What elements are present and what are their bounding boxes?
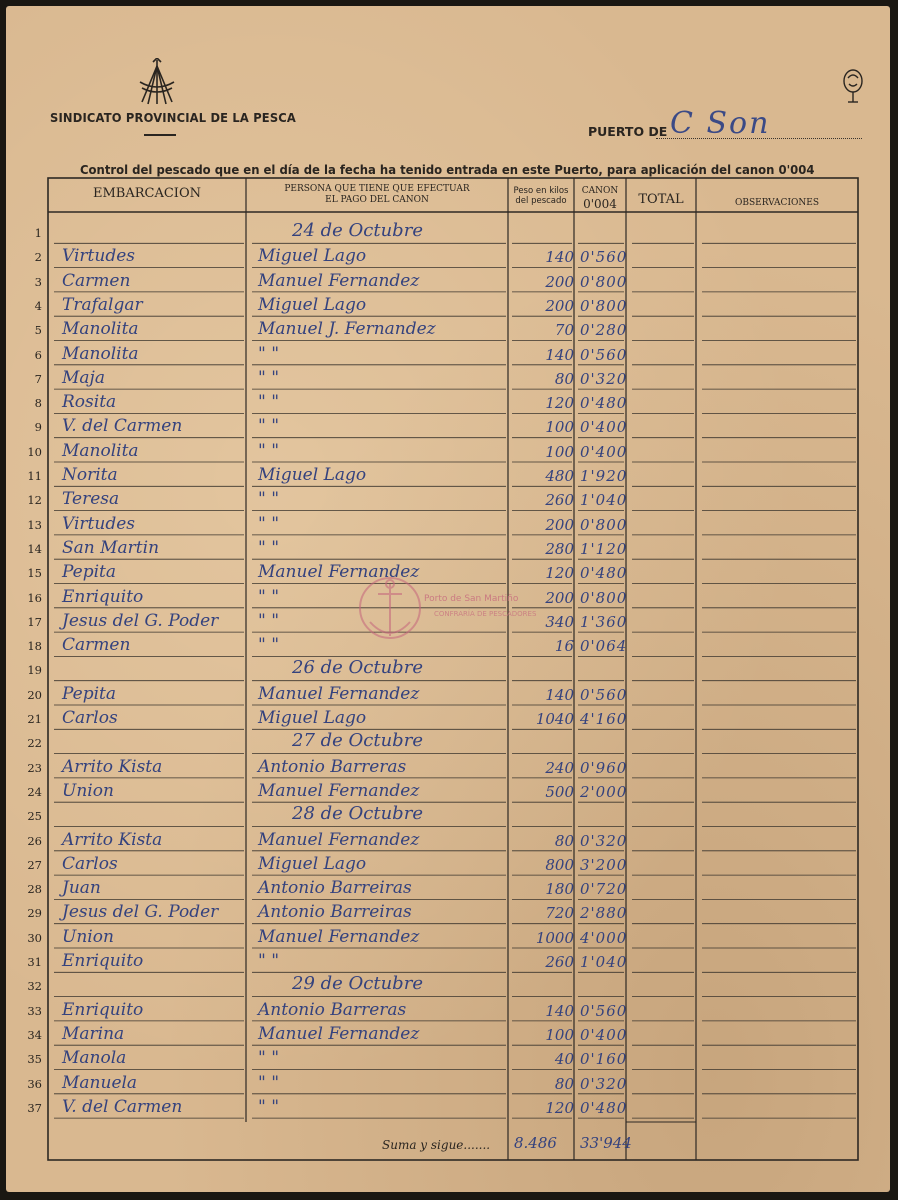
ledger-sheet (6, 6, 890, 1192)
payer-name: " " (258, 367, 280, 388)
boat-name: Norita (62, 465, 118, 485)
peso-kilos: 80 (554, 369, 574, 388)
boat-name: Pepita (62, 562, 117, 583)
canon-amount: 0'480 (580, 564, 628, 583)
row-number: 7 (34, 371, 42, 386)
peso-kilos: 480 (545, 467, 574, 485)
peso-kilos: 200 (545, 588, 574, 607)
boat-name: Carlos (62, 708, 118, 728)
payer-name: " " (258, 392, 280, 413)
payer-name: Miguel Lago (258, 853, 367, 874)
stamp-text-line2: CONFRARÍA DE PESCADORES (434, 610, 537, 618)
column-header-canon-line1: CANON (581, 186, 619, 196)
canon-amount: 0'720 (580, 880, 628, 899)
row-number: 21 (27, 712, 42, 726)
row-number: 3 (34, 274, 42, 289)
peso-kilos: 140 (545, 345, 574, 364)
row-number: 25 (27, 809, 42, 824)
boat-name: Manuela (62, 1072, 138, 1093)
canon-amount: 0'400 (580, 442, 628, 461)
row-number: 10 (27, 444, 42, 459)
row-number: 2 (34, 250, 42, 265)
row-number: 20 (27, 687, 42, 702)
boat-name: Union (62, 926, 114, 947)
peso-kilos: 340 (545, 612, 574, 631)
row-number: 24 (27, 784, 42, 799)
row-number: 37 (27, 1100, 42, 1115)
peso-kilos: 200 (545, 272, 574, 291)
peso-kilos: 80 (554, 1074, 574, 1093)
row-number: 14 (27, 541, 42, 556)
row-number: 6 (34, 347, 42, 362)
row-number: 23 (27, 760, 42, 775)
canon-amount: 0'960 (580, 758, 628, 777)
canon-amount: 0'800 (580, 272, 628, 291)
row-number: 26 (27, 833, 42, 848)
peso-kilos: 180 (545, 880, 574, 899)
peso-kilos: 70 (554, 321, 574, 340)
payer-name: Manuel Fernandez (258, 270, 420, 291)
payer-name: " " (258, 1072, 280, 1093)
payer-name: Manuel Fernandez (258, 562, 420, 583)
row-number: 32 (27, 979, 42, 994)
canon-amount: 0'480 (580, 1098, 628, 1117)
canon-amount: 0'480 (580, 394, 628, 413)
payer-name: Miguel Lago (258, 465, 367, 485)
peso-kilos: 120 (545, 1098, 574, 1117)
boat-name: Virtudes (62, 513, 135, 534)
canon-amount: 0'160 (580, 1050, 628, 1069)
row-number: 16 (27, 590, 42, 605)
canon-amount: 4'000 (580, 928, 628, 947)
peso-kilos: 200 (545, 296, 574, 315)
payer-name: " " (258, 416, 280, 437)
row-number: 27 (27, 857, 42, 872)
payer-name: " " (258, 1096, 280, 1117)
boat-name: V. del Carmen (62, 416, 183, 437)
row-number: 22 (27, 736, 42, 751)
puerto-label: PUERTO DE (588, 124, 668, 139)
peso-kilos: 280 (545, 539, 574, 558)
boat-name: Enriquito (62, 586, 144, 607)
payer-name: " " (258, 440, 280, 461)
payer-name: Antonio Barreras (258, 756, 407, 777)
control-heading: Control del pescado que en el día de la fecha ha tenido entrada en este Puerto, para aplicación del canon 0'004 (80, 163, 815, 177)
payer-name: Antonio Barreiras (258, 902, 412, 923)
payer-name: " " (258, 513, 280, 534)
boat-name: Juan (62, 878, 101, 899)
row-number: 1 (34, 226, 42, 240)
payer-name: Manuel Fernandez (258, 683, 420, 704)
peso-kilos: 1040 (535, 710, 574, 728)
canon-amount: 1'920 (580, 467, 628, 485)
column-header-observaciones: OBSERVACIONES (734, 198, 819, 208)
canon-total: 33'944 (580, 1134, 632, 1152)
payer-name: " " (258, 489, 280, 510)
peso-kilos: 100 (545, 1025, 574, 1044)
peso-kilos: 500 (545, 782, 574, 801)
peso-kilos: 800 (545, 855, 574, 874)
canon-amount: 0'560 (580, 685, 628, 704)
payer-name: Miguel Lago (258, 294, 367, 315)
peso-kilos: 100 (545, 418, 574, 437)
row-number: 5 (34, 323, 42, 338)
date-heading: 28 de Octubre (292, 803, 423, 825)
canon-amount: 1'040 (580, 491, 628, 510)
row-number: 17 (27, 614, 42, 629)
canon-amount: 1'360 (580, 612, 628, 631)
boat-name: Teresa (62, 489, 120, 510)
column-header-peso-line2: del pescado (515, 196, 567, 207)
payer-name: Manuel Fernandez (258, 1023, 420, 1044)
payer-name: Antonio Barreras (258, 999, 407, 1020)
boat-name: Manola (62, 1048, 127, 1069)
column-header-total: TOTAL (638, 192, 684, 207)
boat-name: Manolita (62, 343, 139, 364)
peso-kilos: 200 (545, 515, 574, 534)
payer-name: Miguel Lago (258, 246, 367, 267)
canon-amount: 0'560 (580, 1001, 628, 1020)
boat-name: Trafalgar (62, 294, 143, 315)
row-number: 4 (34, 298, 42, 313)
boat-name: Arrito Kista (62, 829, 163, 850)
row-number: 30 (27, 930, 42, 945)
peso-kilos: 80 (554, 831, 574, 850)
row-number: 9 (34, 420, 42, 435)
canon-amount: 0'800 (580, 588, 628, 607)
row-number: 31 (27, 955, 42, 969)
column-header-peso (508, 186, 574, 206)
peso-kilos: 16 (554, 637, 574, 656)
payer-name: Manuel Fernandez (258, 926, 420, 947)
canon-amount: 2'000 (580, 782, 628, 801)
canon-amount: 0'320 (580, 369, 628, 388)
peso-kilos: 260 (545, 491, 574, 510)
row-number: 15 (27, 566, 42, 581)
canon-amount: 0'800 (580, 296, 628, 315)
row-number: 29 (27, 906, 42, 921)
column-header-embarcacion: EMBARCACION (93, 186, 201, 201)
row-number: 35 (27, 1052, 42, 1067)
row-number: 12 (27, 493, 42, 508)
payer-name: Manuel Fernandez (258, 829, 420, 850)
boat-name: Jesus del G. Poder (62, 902, 219, 923)
peso-total: 8.486 (514, 1134, 557, 1152)
stamp-text-line1: Porto de San Martiño (424, 594, 519, 604)
payer-name: Antonio Barreiras (258, 878, 412, 899)
payer-name: " " (258, 586, 280, 607)
column-header-persona (246, 184, 508, 206)
canon-amount: 0'280 (580, 321, 628, 340)
boat-name: Carmen (62, 635, 131, 656)
boat-name: Maja (62, 367, 105, 388)
payer-name: " " (258, 537, 280, 558)
boat-name: Arrito Kista (62, 756, 163, 777)
peso-kilos: 120 (545, 394, 574, 413)
peso-kilos: 1000 (535, 928, 574, 947)
boat-name: Marina (62, 1023, 125, 1044)
peso-kilos: 100 (545, 442, 574, 461)
row-number: 36 (27, 1076, 42, 1091)
row-number: 34 (27, 1027, 42, 1042)
canon-amount: 0'800 (580, 515, 628, 534)
boat-name: Manolita (62, 440, 139, 461)
boat-name: Manolita (62, 319, 139, 340)
column-header-peso-line1: Peso en kilos (513, 186, 569, 196)
boat-name: Rosita (62, 392, 117, 413)
peso-kilos: 140 (545, 685, 574, 704)
canon-amount: 2'880 (580, 904, 628, 923)
boat-name: Virtudes (62, 246, 135, 267)
canon-amount: 0'064 (580, 637, 628, 656)
peso-kilos: 140 (545, 1001, 574, 1020)
boat-name: San Martin (62, 537, 160, 558)
boat-name: V. del Carmen (62, 1096, 183, 1117)
payer-name: Miguel Lago (258, 708, 367, 728)
row-number: 13 (27, 517, 42, 532)
peso-kilos: 720 (545, 904, 574, 923)
date-heading: 24 de Octubre (292, 220, 423, 241)
canon-amount: 0'320 (580, 831, 628, 850)
suma-y-sigue-label: Suma y sigue....... (382, 1138, 491, 1152)
payer-name: Manuel J. Fernandez (258, 319, 436, 340)
row-number: 11 (27, 469, 42, 483)
canon-amount: 0'400 (580, 418, 628, 437)
payer-name: " " (258, 635, 280, 656)
row-number: 8 (34, 396, 42, 411)
payer-name: " " (258, 1048, 280, 1069)
payer-name: " " (258, 343, 280, 364)
canon-amount: 0'560 (580, 345, 628, 364)
column-header-persona-line2: EL PAGO DEL CANON (325, 194, 429, 205)
column-header-canon-line2: 0'004 (583, 196, 617, 211)
peso-kilos: 120 (545, 564, 574, 583)
canon-amount: 0'400 (580, 1025, 628, 1044)
canon-amount: 1'040 (580, 953, 628, 971)
boat-name: Carmen (62, 270, 131, 291)
row-number: 19 (27, 663, 42, 678)
column-header-persona-line1: PERSONA QUE TIENE QUE EFECTUAR (284, 184, 470, 194)
puerto-value: C Son (670, 106, 771, 141)
canon-amount: 4'160 (580, 710, 628, 728)
boat-name: Union (62, 780, 114, 801)
date-heading: 27 de Octubre (292, 730, 423, 752)
date-heading: 29 de Octubre (292, 973, 423, 995)
boat-name: Jesus del G. Poder (62, 610, 219, 631)
column-header-canon (574, 186, 626, 211)
peso-kilos: 240 (545, 758, 574, 777)
row-number: 28 (27, 882, 42, 897)
canon-amount: 1'120 (580, 539, 628, 558)
boat-name: Carlos (62, 853, 118, 874)
peso-kilos: 260 (545, 953, 574, 971)
boat-name: Pepita (62, 683, 117, 704)
peso-kilos: 40 (554, 1050, 574, 1069)
row-number: 33 (27, 1003, 42, 1018)
boat-name: Enriquito (62, 999, 144, 1020)
peso-kilos: 140 (545, 248, 574, 267)
canon-amount: 0'320 (580, 1074, 628, 1093)
boat-name: Enriquito (62, 951, 144, 971)
payer-name: " " (258, 610, 280, 631)
date-heading: 26 de Octubre (292, 657, 423, 679)
payer-name: Manuel Fernandez (258, 780, 420, 801)
organization-title: SINDICATO PROVINCIAL DE LA PESCA (50, 110, 297, 125)
row-number: 18 (27, 639, 42, 654)
canon-amount: 3'200 (580, 855, 628, 874)
payer-name: " " (258, 951, 280, 971)
canon-amount: 0'560 (580, 248, 628, 267)
